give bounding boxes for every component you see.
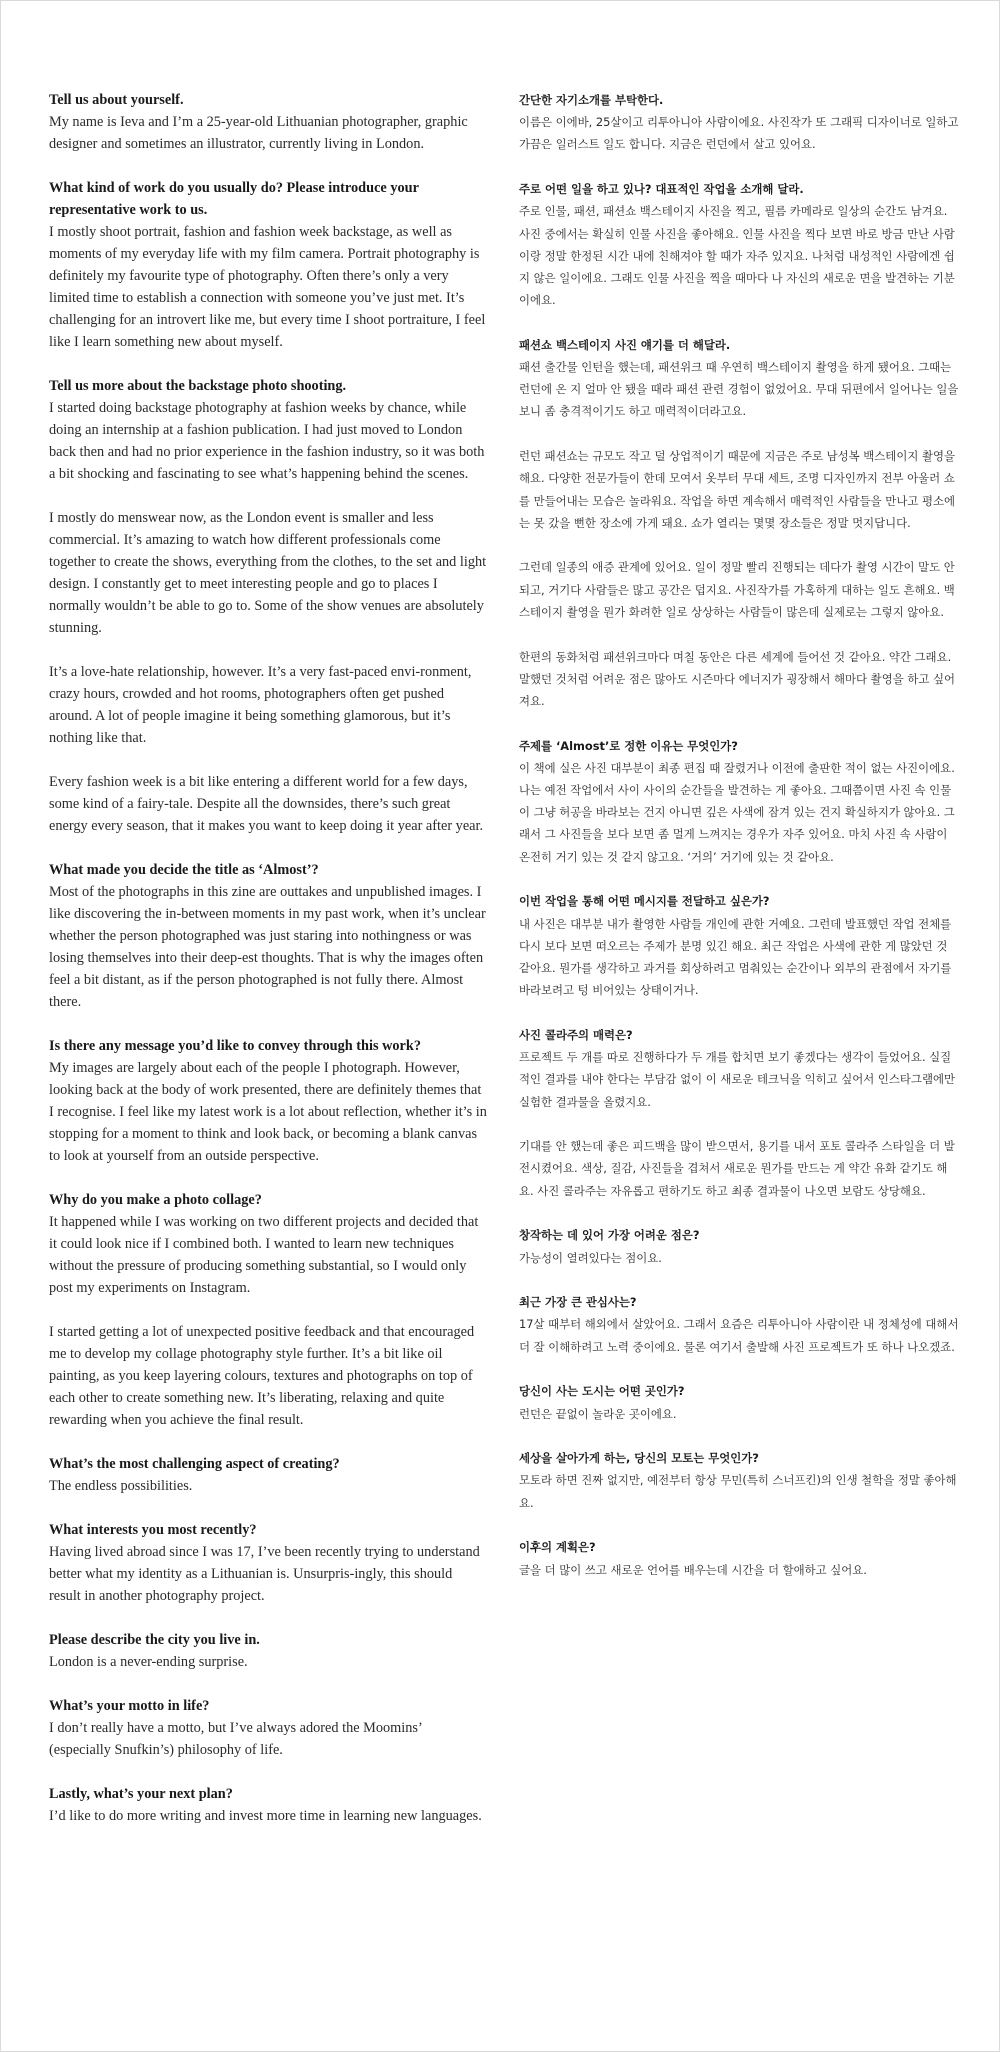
ko-qa-block — [519, 1536, 959, 1580]
en-answer: It’s a love-hate relationship, however. It’s a very fast-paced envi-ronment, crazy hours, crowded and hot rooms, photographers often get pushed around. A lot of people imagine it being something glamorous, but it’s nothing like that. — [49, 664, 472, 746]
ko-question: 세상을 살아가게 하는, 당신의 모토는 무엇인가? — [519, 1451, 759, 1466]
en-qa-block — [49, 859, 487, 1013]
en-answer: I started getting a lot of unexpected positive feedback and that encouraged me to develop my collage photography style further. It’s a bit like oil painting, as you keep layering colours, textures and photographs on top of each other to create something new. It’s liberating, relaxing and quite rewarding when you achieve the final result. — [49, 1324, 475, 1428]
en-question: Tell us about yourself. — [49, 92, 184, 108]
en-answer: It happened while I was working on two different projects and decided that it could look nice if I combined both. I wanted to learn new techniques without the pressure of producing something substantial, so I would only post my experiments on Instagram. — [49, 1214, 479, 1296]
ko-answer: 17살 때부터 해외에서 살았어요. 그래서 요즘은 리투아니아 사람이란 내 정체성에 대해서 더 잘 이해하려고 노력 중이에요. 물론 여기서 출발해 사진 프로젝트가 또 하나 나오겠죠. — [519, 1317, 959, 1354]
en-qa-block — [49, 89, 487, 155]
ko-qa-block — [519, 1024, 959, 1113]
ko-answer: 그런데 일종의 애증 관계에 있어요. 일이 정말 빨리 진행되는 데다가 촬영 시간이 말도 안 되고, 거기다 사람들은 많고 공간은 덥지요. 사진작가를 가혹하게 대하는 일도 흔해요. 백스테이지 촬영을 뭔가 화려한 일로 상상하는 사람들이 많은데 실제로는 그렇지 않아요. — [519, 560, 955, 619]
en-answer: My name is Ieva and I’m a 25-year-old Lithuanian photographer, graphic designer and sometimes an illustrator, currently living in London. — [49, 114, 468, 152]
ko-qa-block — [519, 1447, 959, 1514]
ko-answer: 프로젝트 두 개를 따로 진행하다가 두 개를 합치면 보기 좋겠다는 생각이 들었어요. 실질적인 결과를 내야 한다는 부담감 없이 이 새로운 테크닉을 익히고 싶어서 인스타그램에만 실험한 결과물을 올렸지요. — [519, 1050, 955, 1109]
ko-answer: 기대를 안 했는데 좋은 피드백을 많이 받으면서, 용기를 내서 포토 콜라주 스타일을 더 발전시켰어요. 색상, 질감, 사진들을 겹쳐서 새로운 뭔가를 만드는 게 약간 유화 같기도 해요. 사진 콜라주는 자유롭고 편하기도 하고 최종 결과물이 나오면 보람도 상당해요. — [519, 1139, 955, 1198]
en-qa-block — [49, 507, 487, 639]
ko-answer: 이름은 이에바, 25살이고 리투아니아 사람이에요. 사진작가 또 그래픽 디자이너로 일하고 가끔은 일러스트 일도 합니다. 지금은 런던에서 살고 있어요. — [519, 115, 959, 152]
zine-page — [1, 1, 1000, 2053]
ko-question: 주제를 ‘Almost’로 정한 이유는 무엇인가? — [519, 738, 738, 753]
ko-answer: 패션 출간물 인턴을 했는데, 패션위크 때 우연히 백스테이지 촬영을 하게 됐어요. 그때는 런던에 온 지 얼마 안 됐을 때라 패션 관련 경험이 없었어요. 무대 뒤편에서 일어나는 일을 보니 좀 충격적이기도 하고 매력적이더라고요. — [519, 360, 959, 419]
en-qa-block — [49, 375, 487, 485]
ko-answer: 주로 인물, 패션, 패션쇼 백스테이지 사진을 찍고, 필름 카메라로 일상의 순간도 남겨요. 사진 중에서는 확실히 인물 사진을 좋아해요. 인물 사진을 찍다 보면 바로 방금 만난 사람이랑 정말 한정된 시간 내에 친해져야 할 때가 자주 있지요. 나처럼 내성적인 사람에겐 쉽지 않은 일이에요. 그래도 인물 사진을 찍을 때마다 나 자신의 새로운 면을 발견하는 기분이에요. — [519, 204, 955, 308]
ko-qa-block — [519, 1135, 959, 1202]
en-answer: Having lived abroad since I was 17, I’ve been recently trying to understand better what my identity as a Lithuanian is. Unsurpris-ingly, this should result in another photography project. — [49, 1544, 480, 1604]
ko-qa-block — [519, 445, 959, 534]
en-question: What made you decide the title as ‘Almost’? — [49, 862, 319, 878]
en-answer: I mostly do menswear now, as the London event is smaller and less commercial. It’s amazing to watch how different professionals come together to create the shows, everything from the clothes, to the set and light design. I constantly get to meet interesting people and go to places I normally wouldn’t be able to go to. Some of the show venues are absolutely stunning. — [49, 510, 487, 636]
en-answer: Every fashion week is a bit like entering a different world for a few days, some kind of a fairy-tale. Despite all the downsides, there’s such great energy every season, that it makes you want to keep doing it year after year. — [49, 774, 484, 834]
ko-question: 이번 작업을 통해 어떤 메시지를 전달하고 싶은가? — [519, 894, 770, 909]
ko-question: 간단한 자기소개를 부탁한다. — [519, 93, 664, 107]
ko-question: 패션쇼 백스테이지 사진 얘기를 더 해달라. — [519, 337, 731, 352]
ko-answer: 글을 더 많이 쓰고 새로운 언어를 배우는데 시간을 더 할애하고 싶어요. — [519, 1562, 867, 1577]
en-answer: London is a never-ending surprise. — [49, 1654, 248, 1670]
ko-answer: 런던 패션쇼는 규모도 작고 덜 상업적이기 때문에 지금은 주로 남성복 백스테이지 촬영을 해요. 다양한 전문가들이 한데 모여서 옷부터 무대 세트, 조명 디자인까지 전부 아울러 쇼를 만들어내는 모습은 놀라워요. 작업을 하면 계속해서 매력적인 사람들을 만나고 평소에는 못 갔을 뻔한 장소에 가게 돼요. 쇼가 열리는 몇몇 장소들은 정말 멋지답니다. — [519, 449, 955, 530]
en-question: Why do you make a photo collage? — [49, 1192, 262, 1208]
en-question: What kind of work do you usually do? Please introduce your representative work to us. — [49, 180, 419, 218]
ko-question: 사진 콜라주의 매력은? — [519, 1027, 633, 1042]
ko-qa-block — [519, 89, 959, 156]
en-qa-block — [49, 177, 487, 353]
ko-question: 이후의 계획은? — [519, 1540, 596, 1555]
en-question: Tell us more about the backstage photo shooting. — [49, 378, 347, 394]
ko-qa-block — [519, 334, 959, 423]
ko-question: 최근 가장 큰 관심사는? — [519, 1295, 637, 1310]
ko-qa-block — [519, 735, 959, 868]
ko-answer: 한편의 동화처럼 패션위크마다 며칠 동안은 다른 세계에 들어선 것 같아요. 약간 그래요. 말했던 것처럼 어려운 점은 많아도 시즌마다 에너지가 굉장해서 해마다 촬영을 하고 싶어져요. — [519, 649, 955, 708]
en-qa-block — [49, 1783, 487, 1827]
en-answer: Most of the photographs in this zine are outtakes and unpublished images. I like discovering the in-between moments in my past work, when it’s unclear whether the person photographed was just staring into nothingness or was losing themselves into their deep-est thoughts. That is why the images often feel a bit distant, as if the person photographed is not fully there. Almost there. — [49, 884, 486, 1010]
ko-question: 창작하는 데 있어 가장 어려운 점은? — [519, 1228, 700, 1243]
ko-qa-block — [519, 1291, 959, 1358]
en-question: Lastly, what’s your next plan? — [49, 1786, 233, 1802]
en-question: Please describe the city you live in. — [49, 1632, 260, 1648]
en-qa-block — [49, 771, 487, 837]
korean-column — [519, 89, 959, 1603]
ko-qa-block — [519, 890, 959, 1001]
en-answer: My images are largely about each of the people I photograph. However, looking back at the body of work presented, there are definitely themes that I recognise. I feel like my latest work is a lot about reflection, whether it’s in stopping for a moment to think and look back, or becoming a blank canvas to look at yourself from an outside perspective. — [49, 1060, 487, 1164]
en-qa-block — [49, 1035, 487, 1167]
en-answer: I started doing backstage photography at fashion weeks by chance, while doing an internship at a fashion publication. I had just moved to London back then and had no prior experience in the fashion industry, so it was both a bit shocking and fascinating to see what’s happening behind the scenes. — [49, 400, 485, 482]
ko-answer: 가능성이 열려있다는 점이요. — [519, 1250, 662, 1265]
en-question: Is there any message you’d like to convey through this work? — [49, 1038, 421, 1054]
ko-answer: 런던은 끝없이 놀라운 곳이에요. — [519, 1406, 677, 1421]
en-qa-block — [49, 661, 487, 749]
en-qa-block — [49, 1321, 487, 1431]
ko-qa-block — [519, 556, 959, 623]
ko-answer: 이 책에 실은 사진 대부분이 최종 편집 때 잘렸거나 이전에 출판한 적이 없는 사진이에요. 나는 예전 작업에서 사이 사이의 순간들을 발견하는 게 좋아요. 그때쯤이면 사진 속 인물이 그냥 허공을 바라보는 건지 아니면 깊은 사색에 잠겨 있는 건지 확실하지가 않아요. 그래서 그 사진들을 보다 보면 좀 멀게 느껴지는 경우가 자주 있어요. 마치 사진 속 사람이 온전히 거기 있는 것 같지 않고요. ‘거의’ 거기에 있는 것 같아요. — [519, 760, 955, 864]
ko-qa-block — [519, 646, 959, 713]
english-column — [49, 89, 487, 1849]
en-qa-block — [49, 1453, 487, 1497]
ko-question: 당신이 사는 도시는 어떤 곳인가? — [519, 1384, 685, 1399]
en-question: What’s the most challenging aspect of creating? — [49, 1456, 340, 1472]
ko-answer: 내 사진은 대부분 내가 촬영한 사람들 개인에 관한 거예요. 그런데 발표했던 작업 전체를 다시 보다 보면 떠오르는 주제가 분명 있긴 해요. 최근 작업은 사색에 관한 게 많았던 것 같아요. 뭔가를 생각하고 과거를 회상하려고 멈춰있는 순간이나 외부의 관점에서 자기를 바라보려고 텅 비어있는 상태이거나. — [519, 916, 952, 998]
en-qa-block — [49, 1629, 487, 1673]
en-qa-block — [49, 1189, 487, 1299]
en-question: What’s your motto in life? — [49, 1698, 210, 1714]
en-answer: The endless possibilities. — [49, 1478, 193, 1494]
ko-qa-block — [519, 1224, 959, 1268]
en-answer: I’d like to do more writing and invest more time in learning new languages. — [49, 1808, 482, 1824]
ko-answer: 모토라 하면 진짜 없지만, 예전부터 항상 무민(특히 스너프킨)의 인생 철학을 정말 좋아해요. — [519, 1473, 957, 1510]
en-answer: I mostly shoot portrait, fashion and fashion week backstage, as well as moments of my everyday life with my film camera. Portrait photography is definitely my favourite type of photography. Often there’s only a very limited time to establish a connection with someone you’ve just met. It’s challenging for an introvert like me, but every time I shoot portraiture, I feel like I learn something new about myself. — [49, 224, 486, 350]
ko-qa-block — [519, 1380, 959, 1424]
ko-qa-block — [519, 178, 959, 311]
en-question: What interests you most recently? — [49, 1522, 257, 1538]
en-qa-block — [49, 1519, 487, 1607]
en-answer: I don’t really have a motto, but I’ve always adored the Moomins’ (especially Snufkin’s) philosophy of life. — [49, 1720, 422, 1758]
ko-question: 주로 어떤 일을 하고 있나? 대표적인 작업을 소개해 달라. — [519, 182, 804, 197]
en-qa-block — [49, 1695, 487, 1761]
